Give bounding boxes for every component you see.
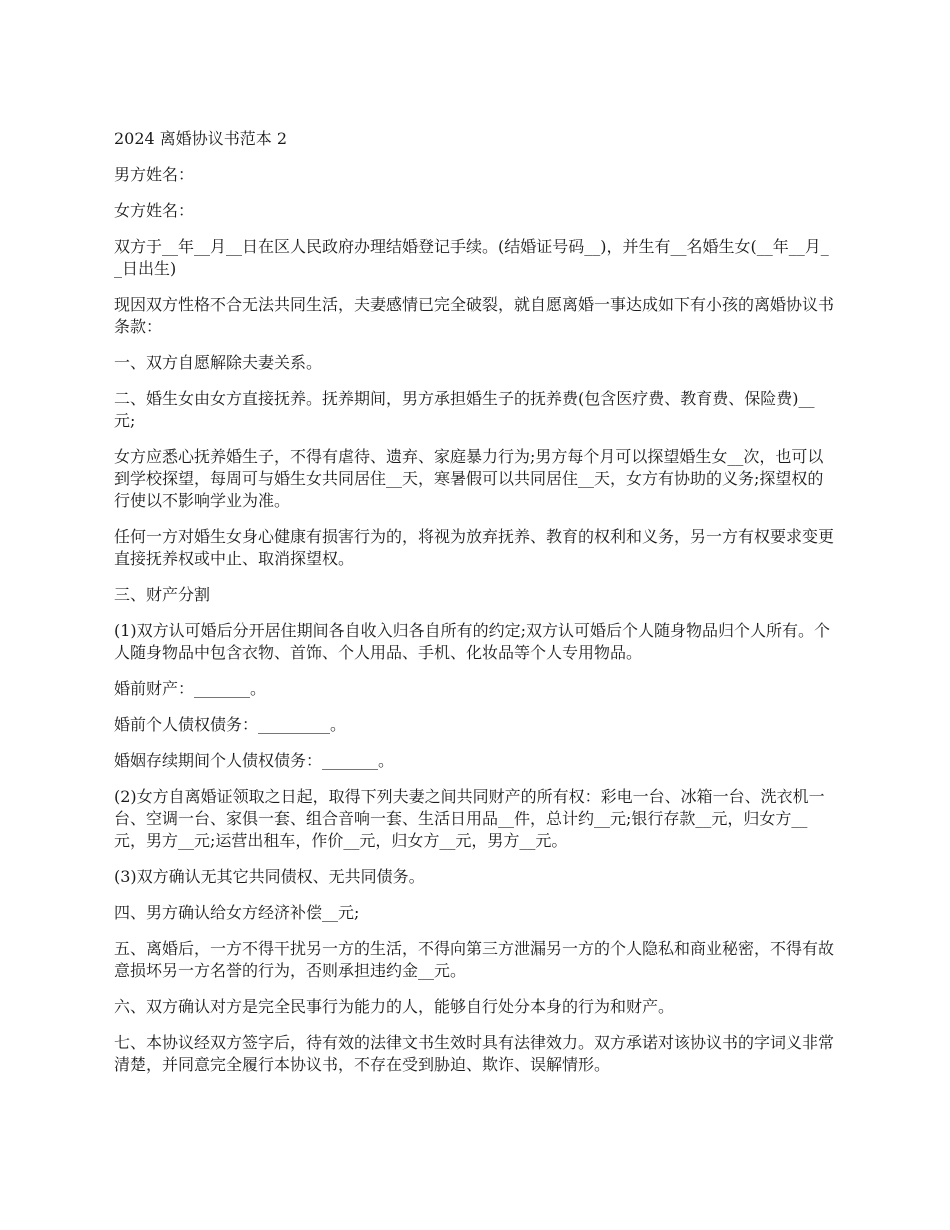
document-title: 2024 离婚协议书范本 2 <box>114 129 288 148</box>
document-page <box>114 128 834 1090</box>
paragraph-clause-1: 一、双方自愿解除夫妻关系。 <box>114 353 323 372</box>
paragraph-premarital-debts: 婚前个人债权债务：_________。 <box>114 715 347 734</box>
paragraph-clause-5: 五、离婚后，一方不得干扰另一方的生活，不得向第三方泄漏另一方的个人隐私和商业秘密，不得有故意损坏另一方名誉的行为，否则承担违约金__元。 <box>114 939 835 980</box>
paragraph-marital-debts: 婚姻存续期间个人债权债务：_______。 <box>114 751 395 770</box>
paragraph-custody-change: 任何一方对婚生女身心健康有损害行为的，将视为放弃抚养、教育的权利和义务，另一方有权要求变更直接抚养权或中止、取消探望权。 <box>114 527 835 568</box>
paragraph-property-1: (1)双方认可婚后分开居住期间各自收入归各自所有的约定;双方认可婚后个人随身物品归个人所有。个人随身物品中包含衣物、首饰、个人用品、手机、化妆品等个人专用物品。 <box>114 621 831 662</box>
paragraph-property-2: (2)女方自离婚证领取之日起，取得下列夫妻之间共同财产的所有权：彩电一台、冰箱一台、洗衣机一台、空调一台、家俱一套、组合音响一套、生活日用品__件，总计约__元;银行存款__元，归女方__元，男方__元;运营出租车，作价__元，归女方__元，男方__元。 <box>114 787 825 850</box>
paragraph-male-name: 男方姓名： <box>114 165 195 184</box>
paragraph-clause-7: 七、本协议经双方签字后，待有效的法律文书生效时具有法律效力。双方承诺对该协议书的字词义非常清楚，并同意完全履行本协议书，不存在受到胁迫、欺诈、误解情形。 <box>114 1033 835 1074</box>
paragraph-clause-3-heading: 三、财产分割 <box>114 585 211 604</box>
paragraph-clause-6: 六、双方确认对方是完全民事行为能力的人，能够自行处分本身的行为和财产。 <box>114 997 675 1016</box>
paragraph-clause-2: 二、婚生女由女方直接抚养。抚养期间，男方承担婚生子的抚养费(包含医疗费、教育费、保险费)__元; <box>114 389 815 430</box>
paragraph-custody-visitation: 女方应悉心抚养婚生子，不得有虐待、遗弃、家庭暴力行为;男方每个月可以探望婚生女__次，也可以到学校探望，每周可与婚生女共同居住__天，寒暑假可以共同居住__天，女方有协助的义务;探望权的行使以不影响学业为准。 <box>114 447 824 510</box>
paragraph-clause-4: 四、男方确认给女方经济补偿__元; <box>114 903 360 922</box>
paragraph-female-name: 女方姓名： <box>114 201 195 220</box>
paragraph-property-3: (3)双方确认无其它共同债权、无共同债务。 <box>114 867 425 886</box>
paragraph-premarital-property: 婚前财产：_______。 <box>114 679 267 698</box>
paragraph-reason: 现因双方性格不合无法共同生活，夫妻感情已完全破裂，就自愿离婚一事达成如下有小孩的离婚协议书条款： <box>114 295 835 336</box>
paragraph-marriage-registration: 双方于__年__月__日在区人民政府办理结婚登记手续。(结婚证号码__)，并生有__名婚生女(__年__月__日出生) <box>114 237 829 278</box>
